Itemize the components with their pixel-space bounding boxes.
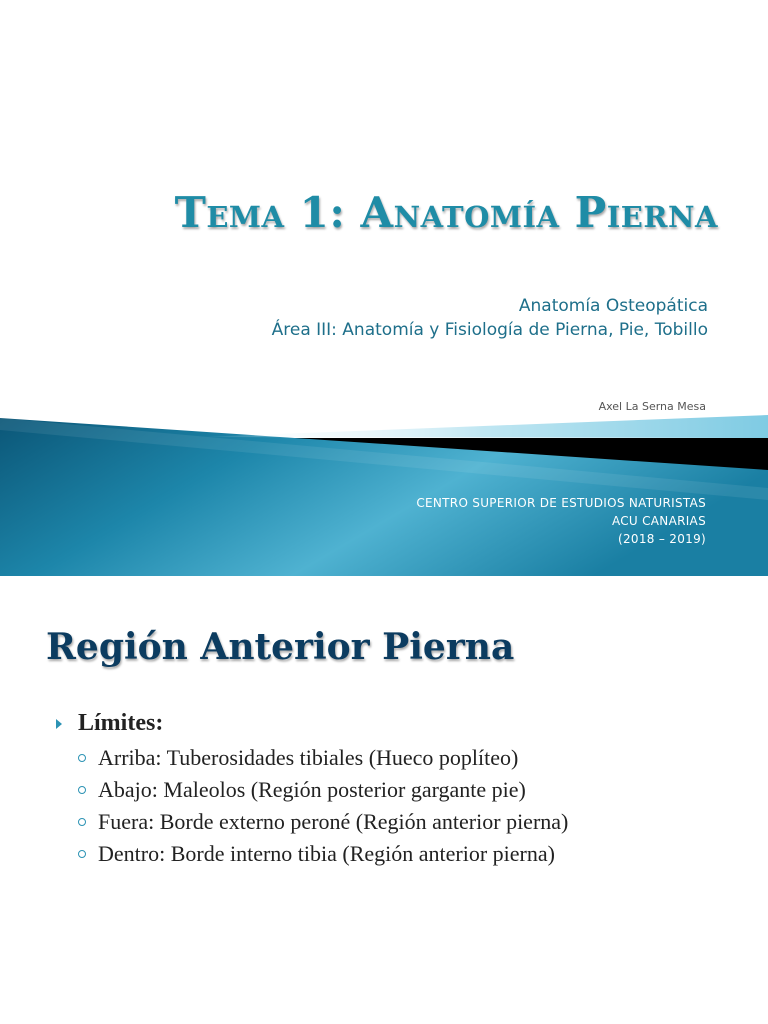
hollow-circle-icon bbox=[78, 754, 86, 762]
list-item bbox=[78, 742, 568, 774]
institution-location: ACU CANARIAS bbox=[611, 514, 706, 528]
list-item bbox=[78, 838, 568, 870]
institution-block bbox=[416, 494, 706, 548]
author-name: Axel La Serna Mesa bbox=[598, 400, 706, 413]
academic-year: (2018 – 2019) bbox=[618, 532, 706, 546]
content-slide bbox=[0, 576, 768, 1024]
slide-title: Región Anterior Pierna bbox=[46, 626, 515, 668]
subtitle-block bbox=[272, 294, 708, 342]
list-item-text: Abajo: Maleolos (Región posterior gargante pie) bbox=[98, 777, 526, 802]
presentation-title: Tema 1: Anatomía Pierna bbox=[174, 188, 718, 237]
list-item-text: Arriba: Tuberosidades tibiales (Hueco poplíteo) bbox=[98, 745, 519, 770]
triangle-arrow-icon bbox=[56, 719, 62, 729]
list-item bbox=[78, 806, 568, 838]
institution-name: CENTRO SUPERIOR DE ESTUDIOS NATURISTAS bbox=[416, 496, 706, 510]
course-name: Anatomía Osteopática bbox=[518, 296, 708, 316]
bullet-label: Límites: bbox=[78, 710, 164, 736]
bullet-limits bbox=[56, 710, 163, 737]
hollow-circle-icon bbox=[78, 850, 86, 858]
list-item-text: Fuera: Borde externo peroné (Región anterior pierna) bbox=[98, 809, 569, 834]
area-name: Área III: Anatomía y Fisiología de Pierna, Pie, Tobillo bbox=[271, 320, 708, 340]
list-item bbox=[78, 774, 568, 806]
list-item-text: Dentro: Borde interno tibia (Región anterior pierna) bbox=[98, 841, 555, 866]
hollow-circle-icon bbox=[78, 818, 86, 826]
limits-list bbox=[78, 742, 568, 870]
hollow-circle-icon bbox=[78, 786, 86, 794]
